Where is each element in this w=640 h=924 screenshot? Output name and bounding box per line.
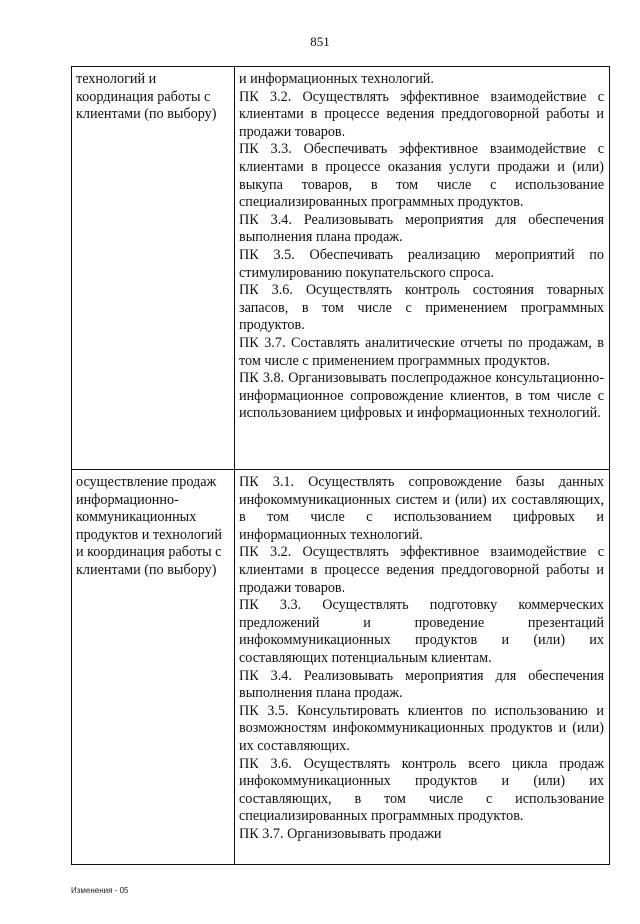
module-cell <box>72 67 235 470</box>
competency-text: ПК 3.3. Осуществлять подготовку коммерческих предложений и проведение презентаций инфокоммуникационных продуктов и (или) их составляющих потенциальным клиентам. <box>239 597 604 666</box>
page-number: 851 <box>310 34 330 49</box>
competency-text: ПК 3.5. Обеспечивать реализацию мероприятий по стимулированию покупательского спроса. <box>239 246 604 281</box>
footer-revision: Изменения - 05 <box>71 886 129 895</box>
module-name: осуществление продаж информационно-коммуникационных продуктов и технологий и координация работы с клиентами (по выбору) <box>76 474 222 578</box>
competency-text: ПК 3.5. Консультировать клиентов по использованию и возможностям инфокоммуникационных продуктов и (или) их составляющих. <box>239 702 604 754</box>
competency-text: ПК 3.6. Осуществлять контроль состояния товарных запасов, в том числе с применением программных продуктов. <box>239 282 604 334</box>
competencies-cell <box>235 470 610 865</box>
competency-text: ПК 3.2. Осуществлять эффективное взаимодействие с клиентами в процессе ведения преддоговорной работы и продажи товаров. <box>239 88 604 140</box>
competency-text: ПК 3.4. Реализовывать мероприятия для обеспечения выполнения плана продаж. <box>239 667 604 702</box>
competency-text: ПК 3.8. Организовывать послепродажное консультационно-информационное сопровождение клиентов, в том числе с использованием цифровых и информационных технологий. <box>239 370 604 422</box>
competency-text: ПК 3.3. Обеспечивать эффективное взаимодействие с клиентами в процессе оказания услуги продажи и (или) выкупа товаров, в том числе с использование специализированных программных продуктов. <box>239 141 604 211</box>
competency-text: ПК 3.4. Реализовывать мероприятия для обеспечения выполнения плана продаж. <box>239 211 604 246</box>
table-row <box>72 67 610 470</box>
module-cell <box>72 470 235 865</box>
competency-text: ПК 3.7. Организовывать продажи <box>239 825 442 842</box>
competencies-cell <box>235 67 610 470</box>
competency-text: и информационных технологий. <box>239 71 434 87</box>
table-row <box>72 470 610 865</box>
competency-table <box>71 66 610 865</box>
competency-text: ПК 3.2. Осуществлять эффективное взаимодействие с клиентами в процессе ведения преддоговорной работы и продажи товаров. <box>239 544 604 596</box>
competency-text: ПК 3.1. Осуществлять сопровождение базы данных инфокоммуникационных систем и (или) их составляющих, в том числе с использованием цифровых и информационных технологий. <box>239 474 604 543</box>
module-name: технологий и координация работы с клиентами (по выбору) <box>76 71 217 123</box>
competency-text: ПК 3.7. Составлять аналитические отчеты по продажам, в том числе с применением программных продуктов. <box>239 334 604 369</box>
competency-text: ПК 3.6. Осуществлять контроль всего цикла продаж инфокоммуникационных продуктов и (или) их составляющих, в том числе с использование специализированных программных продуктов. <box>239 755 604 825</box>
